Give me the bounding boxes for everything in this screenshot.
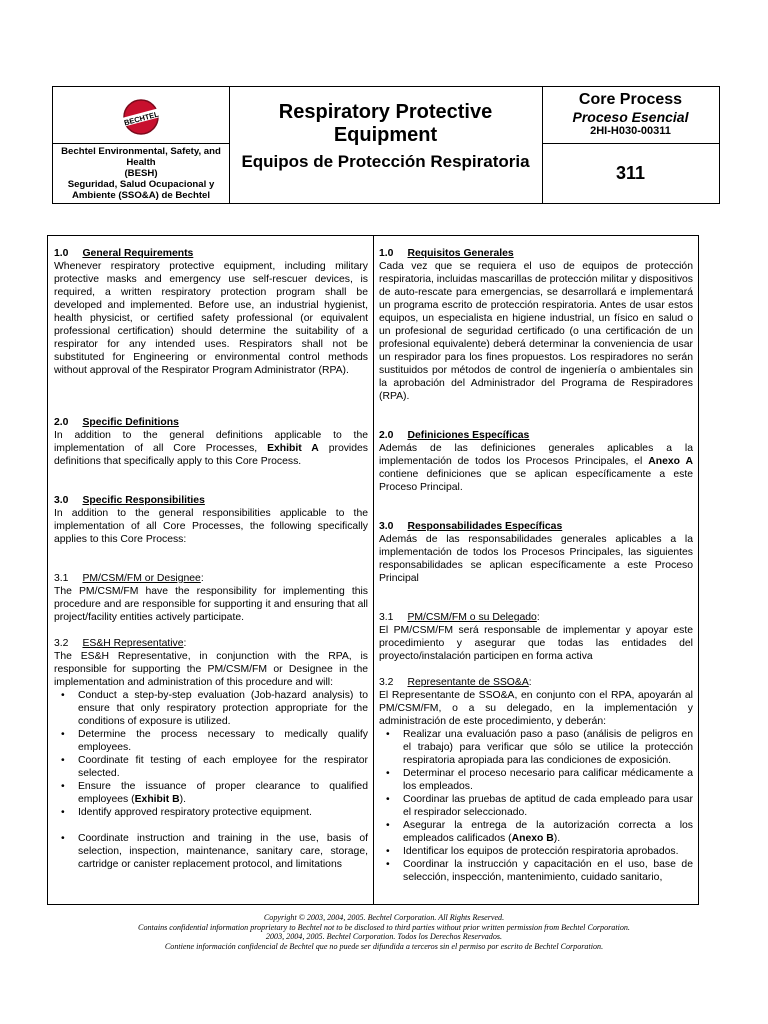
title-spanish: Equipos de Protección Respiratoria [241, 152, 530, 171]
footer-confidential-es: Contiene información confidencial de Bechtel que no puede ser difundida a terceros sin el permiso por escrito de Bechtel Corporation. [164, 941, 604, 951]
section-text: Whenever respiratory protective equipment, including military protective masks and emergency use self-rescuer devices, is required, a written respiratory protection program shall be developed and implemented. Before use, an industrial hygienist, health physicist, or certified safety professional (or equivalent professional certification) should determine the suitability of a respirator for any intended uses. Respirators shall not be substituted for Engineering or environmental control methods without approval of the Respirator Program Administrator (RPA). [54, 261, 368, 376]
section-text: Además de las definiciones generales aplicables a la implementación de todos los Procesos Principales, el Anexo A contiene definiciones que se aplican específicamente a este Proceso Principal. [379, 443, 693, 493]
list-item: • Coordinate instruction and training in the use, basis of selection, inspection, maintenance, sanitary care, storage, cartridge or canister replacement protocol, and limitations [54, 832, 368, 871]
footer-copyright-en: Copyright © 2003, 2004, 2005. Bechtel Corporation. All Rights Reserved. [263, 913, 505, 922]
copyright-footer [0, 913, 768, 951]
list-item: • Determine the process necessary to medically qualify employees. [54, 728, 368, 754]
section-text: Además de las responsabilidades generales aplicables a la implementación de todos los Procesos Principales, las siguientes responsabilidades se aplican específicamente a este Proceso Principal [379, 534, 693, 584]
title-english: Respiratory Protective Equipment [278, 101, 493, 146]
list-item: • Coordinate fit testing of each employee for the respirator selected. [54, 754, 368, 780]
english-column [48, 236, 374, 904]
section-heading: 1.0 Requisitos Generales [379, 248, 514, 259]
bechtel-logo [119, 97, 163, 137]
document-header [52, 86, 720, 204]
section-heading: 2.0 Definiciones Específicas [379, 430, 530, 441]
responsibility-list [379, 728, 693, 884]
list-item: • Asegurar la entrega de la autorización correcta a los empleados calificados (Anexo B). [379, 819, 693, 845]
org-english: Bechtel Environmental, Safety, and Health [61, 146, 221, 168]
document-number: 2HI-H030-00311 [590, 125, 671, 137]
org-abbreviation: (BESH) [124, 168, 158, 179]
subsection-heading: 3.2 ES&H Representative: [54, 638, 187, 649]
list-item: • Coordinar la instrucción y capacitación en el uso, base de selección, inspección, mantenimiento, cuidado sanitario, [379, 858, 693, 884]
subsection-heading: 3.1 PM/CSM/FM o su Delegado: [379, 612, 540, 623]
responsibility-list-continued [54, 832, 368, 871]
section-text: In addition to the general definitions applicable to the implementation of all Core Processes, Exhibit A provides definitions that specifically apply to this Core Process. [54, 430, 368, 467]
section-heading: 2.0 Specific Definitions [54, 417, 179, 428]
responsibility-list [54, 689, 368, 819]
logo-wordmark: BECHTEL [123, 109, 160, 128]
list-item: • Conduct a step-by-step evaluation (Job-hazard analysis) to ensure that only respiratory protection appropriate for the conditions of exposure is utilized. [54, 689, 368, 728]
list-item: • Determinar el proceso necesario para calificar médicamente a los empleados. [379, 767, 693, 793]
footer-confidential-en: Contains confidential information proprietary to Bechtel not to be disclosed to third parties without prior written permission from Bechtel Corporation. [138, 922, 630, 932]
footer-copyright-es: 2003, 2004, 2005. Bechtel Corporation. Todos los Derechos Reservados. [265, 932, 503, 942]
section-text: El Representante de SSO&A, en conjunto con el RPA, apoyarán al PM/CSM/FM, o a su delegado, en la implementación y administración de este procedimiento, y deberán: [379, 690, 693, 727]
list-item: • Identify approved respiratory protective equipment. [54, 806, 368, 819]
proceso-esencial-label: Proceso Esencial [572, 109, 689, 125]
org-spanish: Seguridad, Salud Ocupacional y Ambiente (SSO&A) de Bechtel [67, 179, 215, 201]
section-text: Cada vez que se requiera el uso de equipos de protección respiratoria, incluidas mascarillas de protección militar y dispositivos de auto-rescate para emergencias, se desarrollará e implementará un programa escrito de protección respiratoria. Antes de usar estos equipos, un especialista en higiene industrial, un físico en salud o un profesional de seguridad certificado (o una certificación de un profesional equivalente) deberá determinar la conveniencia de usar un respirador para los fines propuestos. Los respiradores no serán sustituidos por métodos de control de ingeniería o ambientales sin la aprobación del Administrador del Programa de Respiradores (RPA). [379, 261, 693, 402]
section-heading: 3.0 Specific Responsibilities [54, 495, 205, 506]
section-text: In addition to the general responsibilities applicable to the implementation of all Core Processes, the following specifically applies to this Core Process: [54, 508, 368, 545]
list-item: • Realizar una evaluación paso a paso (análisis de peligros en el trabajo) para verificar que sólo se utilice la protección respiratoria apropiada para las condiciones de exposición. [379, 728, 693, 767]
organization-cell [53, 143, 230, 203]
list-item: • Coordinar las pruebas de aptitud de cada empleado para usar el respirador seleccionado. [379, 793, 693, 819]
core-process-label: Core Process [578, 91, 683, 108]
procedure-number: 311 [615, 163, 646, 183]
list-item: • Ensure the issuance of proper clearance to qualified employees (Exhibit B). [54, 780, 368, 806]
core-process-cell [542, 87, 719, 144]
subsection-heading: 3.2 Representante de SSO&A: [379, 677, 532, 688]
spanish-column [373, 236, 698, 904]
subsection-heading: 3.1 PM/CSM/FM or Designee: [54, 573, 204, 584]
section-heading: 1.0 General Requirements [54, 248, 194, 259]
section-text: El PM/CSM/FM será responsable de implementar y apoyar este procedimiento y asegurar que todas las entidades del proyecto/instalación participen en forma activa [379, 625, 693, 662]
section-text: The ES&H Representative, in conjunction with the RPA, is responsible for supporting the PM/CSM/FM or Designee in the implementation and administration of this procedure and will: [54, 651, 368, 688]
title-cell [229, 87, 543, 203]
content-table [47, 235, 699, 905]
section-heading: 3.0 Responsabilidades Específicas [379, 521, 563, 532]
section-text: The PM/CSM/FM have the responsibility for implementing this procedure and are responsible for supporting it and ensuring that all project/facility entities actively participate. [54, 586, 368, 623]
logo-cell [53, 87, 230, 144]
list-item: • Identificar los equipos de protección respiratoria aprobados. [379, 845, 693, 858]
